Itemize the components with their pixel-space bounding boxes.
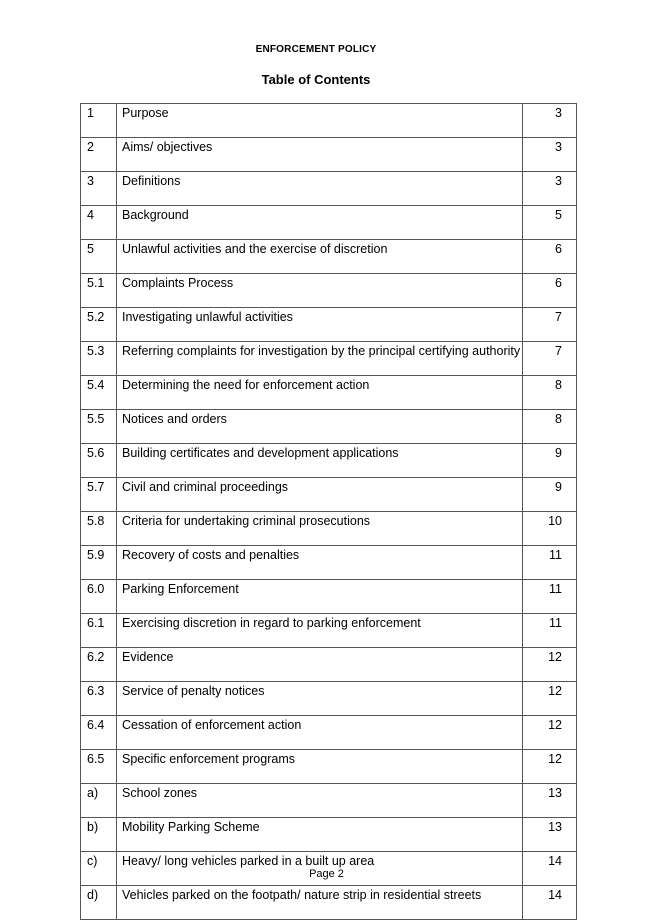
toc-section-title: Vehicles parked on the footpath/ nature strip in residential streets [117,886,523,920]
toc-section-number: 5 [81,240,117,274]
toc-row [81,580,577,614]
toc-section-title: Criteria for undertaking criminal prosecutions [117,512,523,546]
toc-section-title: Determining the need for enforcement action [117,376,523,410]
toc-section-number: a) [81,784,117,818]
toc-page-number: 12 [523,682,577,716]
toc-section-title: Investigating unlawful activities [117,308,523,342]
toc-section-title: Purpose [117,104,523,138]
toc-row [81,546,577,580]
toc-section-title: Service of penalty notices [117,682,523,716]
toc-section-number: 3 [81,172,117,206]
toc-section-number: 6.0 [81,580,117,614]
toc-row [81,478,577,512]
toc-page-number: 7 [523,342,577,376]
toc-section-number: 5.6 [81,444,117,478]
toc-row [81,410,577,444]
toc-row [81,716,577,750]
toc-heading: Table of Contents [261,72,371,87]
toc-section-number: 2 [81,138,117,172]
toc-section-title: Recovery of costs and penalties [117,546,523,580]
toc-page-number: 5 [523,206,577,240]
toc-page-number: 13 [523,818,577,852]
toc-row [81,512,577,546]
toc-row [81,886,577,920]
toc-section-number: 5.8 [81,512,117,546]
toc-section-title: Complaints Process [117,274,523,308]
toc-section-title: Building certificates and development applications [117,444,523,478]
toc-page-number: 11 [523,546,577,580]
toc-page-number: 11 [523,580,577,614]
toc-page-number: 8 [523,376,577,410]
toc-page-number: 12 [523,716,577,750]
toc-page-number: 8 [523,410,577,444]
toc-row [81,104,577,138]
toc-page-number: 6 [523,240,577,274]
document-title: ENFORCEMENT POLICY [255,44,377,55]
toc-section-title: Cessation of enforcement action [117,716,523,750]
toc-page-number: 12 [523,648,577,682]
toc-row [81,682,577,716]
toc-section-title: Evidence [117,648,523,682]
toc-section-number: 6.5 [81,750,117,784]
toc-row [81,784,577,818]
toc-row [81,274,577,308]
toc-section-number: 5.2 [81,308,117,342]
toc-section-number: 5.9 [81,546,117,580]
toc-section-title: Civil and criminal proceedings [117,478,523,512]
toc-section-title: Mobility Parking Scheme [117,818,523,852]
toc-section-number: 1 [81,104,117,138]
toc-section-title: Referring complaints for investigation by the principal certifying authority [117,342,523,376]
toc-section-number: 6.3 [81,682,117,716]
toc-row [81,818,577,852]
toc-page-number: 6 [523,274,577,308]
toc-page-number: 12 [523,750,577,784]
toc-section-number: 5.1 [81,274,117,308]
toc-section-number: 5.3 [81,342,117,376]
page-footer: Page 2 [309,868,344,880]
toc-table [80,103,577,920]
toc-body [81,104,577,920]
toc-row [81,206,577,240]
toc-section-number: b) [81,818,117,852]
toc-page-number: 7 [523,308,577,342]
toc-row [81,750,577,784]
toc-section-title: Background [117,206,523,240]
toc-row [81,614,577,648]
toc-page-number: 11 [523,614,577,648]
toc-section-title: Definitions [117,172,523,206]
toc-page-number: 14 [523,852,577,886]
toc-section-title: Parking Enforcement [117,580,523,614]
toc-page-number: 3 [523,138,577,172]
toc-row [81,240,577,274]
toc-section-number: 5.4 [81,376,117,410]
toc-page-number: 9 [523,478,577,512]
toc-row [81,376,577,410]
toc-page-number: 10 [523,512,577,546]
toc-row [81,138,577,172]
toc-section-title: Exercising discretion in regard to parking enforcement [117,614,523,648]
toc-section-number: d) [81,886,117,920]
toc-section-title: School zones [117,784,523,818]
toc-section-title: Unlawful activities and the exercise of discretion [117,240,523,274]
toc-page-number: 13 [523,784,577,818]
toc-page-number: 3 [523,172,577,206]
toc-section-number: 5.7 [81,478,117,512]
toc-section-title: Notices and orders [117,410,523,444]
toc-section-title: Aims/ objectives [117,138,523,172]
toc-row [81,648,577,682]
toc-section-number: 6.1 [81,614,117,648]
toc-section-number: 6.4 [81,716,117,750]
toc-row [81,444,577,478]
toc-section-number: 6.2 [81,648,117,682]
toc-row [81,172,577,206]
toc-page-number: 9 [523,444,577,478]
toc-page-number: 3 [523,104,577,138]
toc-section-number: c) [81,852,117,886]
toc-row [81,342,577,376]
toc-section-title: Heavy/ long vehicles parked in a built up area [117,852,523,886]
toc-section-number: 4 [81,206,117,240]
toc-page-number: 14 [523,886,577,920]
toc-row [81,308,577,342]
toc-section-number: 5.5 [81,410,117,444]
toc-section-title: Specific enforcement programs [117,750,523,784]
